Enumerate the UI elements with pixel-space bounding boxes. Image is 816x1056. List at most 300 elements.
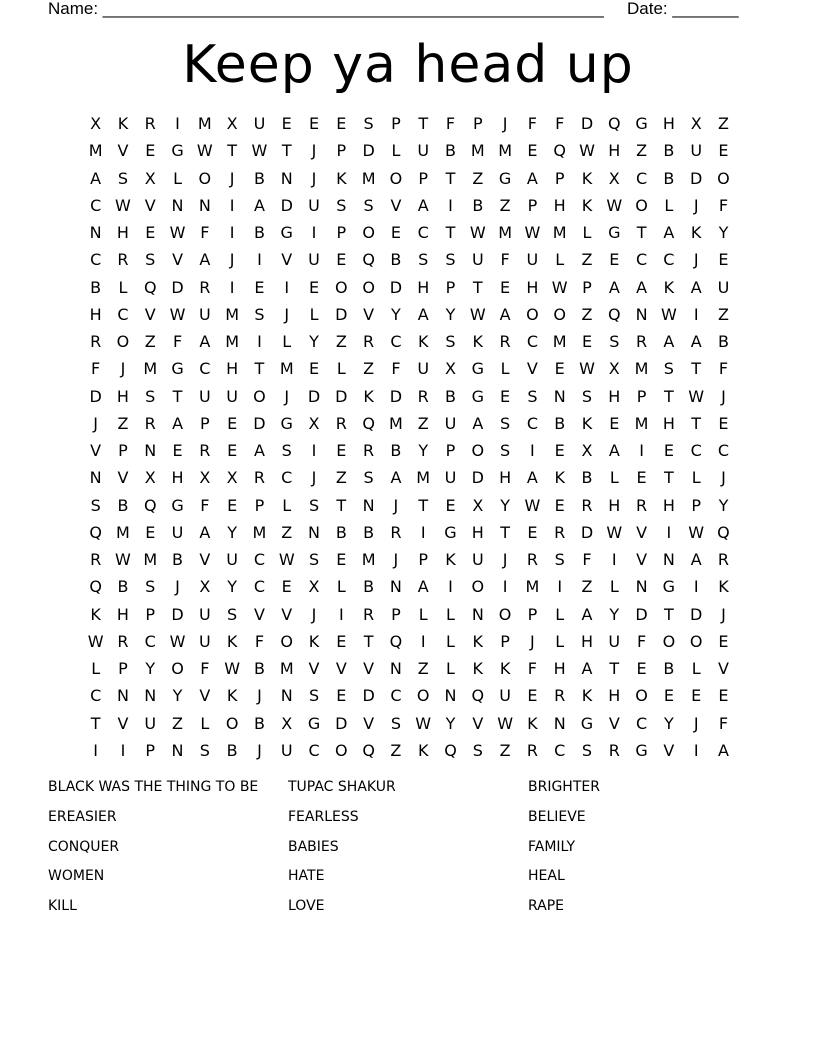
- grid-letter: P: [527, 195, 538, 215]
- grid-letter: X: [308, 413, 320, 433]
- grid-letter: P: [418, 168, 429, 188]
- grid-letter: F: [718, 713, 729, 733]
- grid-letter: C: [390, 686, 402, 706]
- grid-letter: U: [280, 740, 293, 760]
- grid-letter: U: [608, 631, 621, 651]
- grid-letter: M: [634, 359, 649, 379]
- grid-letter: S: [500, 441, 511, 460]
- grid-letter: G: [171, 359, 184, 379]
- grid-letter: S: [145, 577, 156, 597]
- grid-letter: E: [281, 577, 292, 597]
- grid-letter: N: [280, 686, 293, 706]
- word-list-item: LOVE: [288, 898, 325, 915]
- grid-letter: Q: [143, 277, 157, 297]
- grid-letter: F: [582, 550, 592, 569]
- grid-letter: H: [499, 468, 512, 488]
- grid-letter: I: [693, 740, 699, 760]
- grid-letter: E: [527, 522, 538, 542]
- grid-letter: U: [198, 386, 211, 406]
- grid-letter: E: [663, 441, 674, 460]
- grid-letter: M: [279, 659, 294, 678]
- grid-letter: M: [143, 550, 158, 569]
- grid-letter: B: [663, 168, 675, 188]
- grid-letter: P: [500, 631, 510, 651]
- grid-letter: G: [307, 713, 321, 733]
- grid-letter: P: [472, 114, 483, 133]
- grid-letter: T: [445, 168, 456, 188]
- grid-letter: Z: [335, 468, 347, 488]
- grid-letter: C: [253, 577, 266, 597]
- grid-letter: G: [498, 168, 512, 188]
- grid-letter: Z: [417, 659, 429, 678]
- grid-letter: X: [199, 468, 211, 488]
- grid-letter: J: [530, 631, 535, 651]
- grid-letter: T: [254, 359, 265, 379]
- word-list-item: HEAL: [528, 868, 565, 885]
- grid-letter: L: [582, 223, 592, 242]
- grid-letter: U: [198, 304, 211, 324]
- grid-letter: J: [175, 577, 180, 597]
- word-list-item: BELIEVE: [528, 808, 586, 825]
- grid-letter: U: [198, 631, 211, 651]
- grid-letter: N: [144, 441, 157, 460]
- grid-letter: L: [691, 468, 701, 488]
- grid-letter: M: [552, 223, 567, 242]
- grid-letter: E: [336, 550, 347, 569]
- grid-letter: E: [281, 114, 292, 133]
- grid-letter: T: [445, 223, 456, 242]
- grid-letter: R: [144, 114, 156, 133]
- grid-letter: L: [664, 195, 674, 215]
- grid-letter: P: [118, 441, 128, 460]
- grid-letter: C: [90, 250, 102, 270]
- grid-letter: K: [472, 332, 484, 351]
- grid-letter: O: [389, 168, 403, 188]
- grid-letter: D: [253, 413, 266, 433]
- grid-letter: A: [253, 195, 265, 215]
- grid-letter: S: [445, 250, 456, 270]
- grid-letter: K: [308, 631, 320, 651]
- grid-letter: N: [662, 550, 675, 569]
- grid-letter: W: [524, 223, 541, 242]
- grid-letter: S: [145, 250, 156, 270]
- grid-letter: K: [363, 386, 374, 406]
- grid-letter: A: [690, 332, 702, 351]
- grid-letter: E: [227, 413, 238, 433]
- grid-letter: L: [555, 250, 565, 270]
- grid-letter: G: [635, 114, 648, 133]
- grid-letter: E: [554, 495, 565, 515]
- grid-letter: F: [500, 250, 510, 270]
- grid-letter: F: [200, 495, 210, 515]
- grid-letter: S: [663, 359, 674, 379]
- grid-letter: R: [499, 332, 511, 351]
- grid-letter: Z: [717, 304, 729, 324]
- grid-letter: Z: [363, 359, 375, 379]
- grid-letter: V: [117, 468, 129, 488]
- grid-letter: T: [472, 277, 483, 297]
- grid-letter: P: [527, 604, 538, 624]
- grid-letter: R: [144, 413, 156, 433]
- grid-letter: F: [200, 659, 210, 678]
- grid-letter: E: [336, 631, 347, 651]
- grid-letter: V: [90, 441, 102, 460]
- grid-letter: F: [391, 359, 401, 379]
- grid-letter: W: [579, 359, 595, 379]
- grid-letter: C: [526, 332, 538, 351]
- grid-letter: V: [663, 740, 675, 760]
- grid-letter: R: [363, 332, 375, 351]
- grid-letter: E: [172, 441, 183, 460]
- word-list-item: BABIES: [288, 838, 339, 855]
- grid-letter: I: [175, 114, 180, 133]
- grid-letter: P: [691, 495, 701, 515]
- grid-letter: Q: [143, 495, 157, 515]
- grid-letter: Y: [145, 659, 156, 678]
- word-list-item: BRIGHTER: [528, 779, 600, 795]
- grid-letter: T: [336, 495, 347, 515]
- grid-letter: D: [171, 604, 184, 624]
- grid-letter: O: [471, 577, 485, 597]
- grid-letter: O: [253, 386, 266, 406]
- grid-letter: A: [199, 332, 211, 351]
- grid-letter: D: [280, 195, 293, 215]
- grid-letter: E: [336, 250, 347, 270]
- grid-letter: W: [469, 304, 486, 324]
- grid-letter: J: [693, 195, 699, 215]
- grid-letter: D: [362, 141, 375, 161]
- grid-letter: U: [144, 713, 157, 733]
- grid-letter: C: [144, 631, 156, 651]
- grid-letter: V: [390, 195, 402, 215]
- grid-letter: Q: [607, 114, 621, 133]
- grid-letter: P: [145, 740, 156, 760]
- grid-letter: G: [471, 386, 484, 406]
- grid-letter: I: [530, 441, 535, 460]
- grid-letter: I: [420, 631, 426, 651]
- word-list-item: EREASIER: [48, 808, 117, 825]
- grid-letter: R: [199, 277, 211, 297]
- grid-letter: O: [471, 441, 485, 460]
- grid-letter: S: [418, 250, 429, 270]
- grid-letter: D: [307, 386, 321, 406]
- grid-letter: K: [581, 686, 593, 706]
- grid-letter: U: [526, 250, 539, 270]
- grid-letter: D: [389, 386, 403, 406]
- grid-letter: N: [389, 659, 402, 678]
- grid-letter: D: [635, 604, 648, 624]
- grid-letter: E: [227, 495, 238, 515]
- grid-letter: H: [580, 631, 593, 651]
- grid-letter: V: [472, 713, 484, 733]
- grid-letter: E: [609, 250, 620, 270]
- grid-letter: B: [253, 223, 265, 242]
- grid-letter: Z: [117, 413, 129, 433]
- grid-letter: J: [311, 168, 317, 188]
- grid-letter: B: [663, 659, 675, 678]
- grid-letter: J: [311, 468, 317, 488]
- grid-letter: P: [445, 277, 456, 297]
- grid-letter: D: [389, 277, 403, 297]
- grid-letter: W: [606, 195, 623, 215]
- grid-letter: W: [278, 550, 295, 569]
- grid-letter: P: [118, 659, 128, 678]
- grid-letter: G: [171, 495, 184, 515]
- grid-letter: V: [199, 550, 211, 569]
- grid-letter: Y: [418, 441, 429, 460]
- grid-letter: S: [145, 386, 156, 406]
- grid-letter: Q: [362, 413, 375, 433]
- grid-letter: V: [363, 659, 375, 678]
- grid-letter: F: [254, 631, 265, 651]
- grid-letter: O: [362, 223, 375, 242]
- grid-letter: V: [117, 141, 129, 161]
- grid-letter: K: [226, 631, 238, 651]
- grid-letter: R: [636, 332, 648, 351]
- grid-letter: L: [336, 359, 346, 379]
- grid-letter: U: [690, 141, 703, 161]
- grid-letter: K: [226, 686, 238, 706]
- grid-letter: S: [363, 114, 374, 133]
- grid-letter: R: [554, 522, 566, 542]
- grid-letter: D: [471, 468, 484, 488]
- grid-letter: P: [336, 141, 347, 161]
- grid-letter: W: [169, 223, 186, 242]
- grid-letter: H: [116, 604, 129, 624]
- grid-letter: S: [609, 332, 620, 351]
- grid-letter: H: [171, 468, 184, 488]
- grid-letter: I: [229, 195, 235, 215]
- grid-letter: M: [143, 359, 158, 379]
- grid-letter: Z: [636, 141, 648, 161]
- grid-letter: I: [338, 604, 344, 624]
- grid-letter: O: [498, 604, 512, 624]
- grid-letter: R: [717, 550, 730, 569]
- grid-letter: Z: [335, 332, 347, 351]
- grid-letter: U: [471, 250, 484, 270]
- grid-letter: Z: [499, 195, 511, 215]
- grid-letter: V: [335, 659, 347, 678]
- grid-letter: J: [502, 114, 508, 133]
- grid-letter: S: [445, 332, 456, 351]
- grid-letter: X: [144, 468, 156, 488]
- grid-letter: Q: [89, 577, 102, 597]
- grid-letter: V: [363, 713, 375, 733]
- grid-letter: F: [172, 332, 183, 351]
- grid-letter: B: [226, 740, 238, 760]
- grid-letter: I: [448, 577, 453, 597]
- grid-letter: W: [688, 522, 705, 542]
- grid-letter: A: [390, 468, 402, 488]
- grid-letter: C: [690, 441, 702, 460]
- grid-letter: D: [335, 386, 348, 406]
- grid-letter: W: [469, 223, 486, 242]
- grid-letter: C: [526, 413, 538, 433]
- grid-letter: O: [416, 686, 430, 706]
- grid-letter: A: [526, 168, 538, 188]
- grid-letter: K: [417, 740, 429, 760]
- grid-letter: Q: [607, 304, 621, 324]
- grid-letter: U: [226, 550, 238, 569]
- grid-letter: E: [308, 114, 320, 133]
- grid-letter: P: [200, 413, 210, 433]
- grid-letter: R: [363, 604, 375, 624]
- grid-letter: J: [257, 686, 262, 706]
- grid-letter: O: [335, 277, 348, 297]
- grid-letter: Y: [445, 713, 456, 733]
- grid-letter: M: [361, 168, 376, 188]
- grid-letter: A: [663, 223, 675, 242]
- date-field-label: Date: _______: [627, 0, 739, 18]
- grid-letter: A: [199, 522, 211, 542]
- grid-letter: M: [634, 413, 649, 433]
- grid-letter: K: [417, 332, 429, 351]
- grid-letter: V: [281, 604, 293, 624]
- grid-letter: E: [145, 522, 156, 542]
- grid-letter: Y: [227, 522, 238, 542]
- grid-letter: G: [171, 141, 184, 161]
- grid-letter: V: [363, 304, 375, 324]
- grid-letter: J: [721, 468, 726, 488]
- grid-letter: W: [169, 631, 186, 651]
- grid-letter: V: [144, 195, 156, 215]
- grid-letter: D: [335, 304, 348, 324]
- grid-letter: T: [609, 659, 620, 678]
- grid-letter: R: [390, 522, 402, 542]
- grid-letter: P: [554, 168, 565, 188]
- grid-letter: K: [527, 713, 538, 733]
- word-list-item: RAPE: [528, 898, 565, 915]
- grid-letter: B: [117, 495, 129, 515]
- grid-letter: A: [581, 604, 593, 624]
- grid-letter: M: [225, 304, 240, 324]
- grid-letter: S: [500, 413, 511, 433]
- grid-letter: T: [691, 359, 702, 379]
- grid-letter: Z: [144, 332, 156, 351]
- grid-letter: O: [635, 686, 648, 706]
- grid-letter: E: [336, 114, 347, 133]
- grid-letter: C: [253, 550, 266, 569]
- grid-letter: Z: [499, 740, 511, 760]
- word-list-item: CONQUER: [48, 838, 120, 855]
- grid-letter: Z: [390, 740, 402, 760]
- grid-letter: Q: [553, 141, 566, 161]
- grid-letter: E: [636, 468, 647, 488]
- word-list-item: BLACK WAS THE THING TO BE: [48, 779, 259, 795]
- grid-letter: N: [444, 686, 457, 706]
- grid-letter: N: [171, 195, 184, 215]
- grid-letter: M: [225, 332, 240, 351]
- grid-letter: W: [224, 659, 241, 678]
- grid-letter: E: [527, 686, 538, 706]
- grid-letter: F: [636, 631, 647, 651]
- grid-letter: B: [363, 577, 375, 597]
- grid-letter: R: [554, 686, 566, 706]
- grid-letter: L: [555, 604, 565, 624]
- grid-letter: J: [393, 495, 399, 515]
- grid-letter: B: [90, 277, 102, 297]
- grid-letter: R: [363, 441, 375, 460]
- grid-letter: C: [308, 740, 320, 760]
- grid-letter: M: [389, 413, 403, 433]
- grid-letter: E: [718, 413, 729, 433]
- grid-letter: C: [117, 304, 129, 324]
- grid-letter: N: [553, 386, 566, 406]
- grid-letter: H: [526, 277, 539, 297]
- grid-letter: E: [336, 441, 347, 460]
- grid-letter: I: [284, 277, 290, 297]
- grid-letter: H: [608, 386, 621, 406]
- grid-letter: G: [280, 413, 293, 433]
- grid-letter: V: [636, 550, 648, 569]
- grid-letter: W: [87, 631, 104, 651]
- grid-letter: L: [336, 577, 346, 597]
- grid-letter: Z: [472, 168, 484, 188]
- grid-letter: G: [608, 223, 621, 242]
- grid-letter: P: [636, 386, 647, 406]
- grid-letter: T: [418, 495, 429, 515]
- grid-letter: X: [608, 359, 620, 379]
- grid-letter: F: [200, 223, 210, 242]
- grid-letter: A: [499, 304, 511, 324]
- grid-letter: N: [389, 577, 402, 597]
- grid-letter: F: [527, 659, 537, 678]
- grid-letter: W: [606, 522, 623, 542]
- grid-letter: S: [281, 441, 292, 460]
- grid-letter: Y: [718, 495, 729, 515]
- grid-letter: E: [254, 277, 265, 297]
- grid-letter: S: [390, 713, 401, 733]
- grid-letter: D: [690, 604, 703, 624]
- grid-letter: E: [663, 686, 674, 706]
- grid-letter: E: [390, 223, 401, 242]
- grid-letter: M: [416, 468, 431, 488]
- grid-letter: Y: [227, 577, 238, 597]
- grid-letter: O: [635, 195, 648, 215]
- grid-letter: C: [636, 713, 648, 733]
- grid-letter: A: [199, 250, 211, 270]
- grid-letter: A: [417, 195, 429, 215]
- grid-letter: E: [527, 141, 538, 161]
- grid-letter: K: [117, 114, 129, 133]
- grid-letter: V: [281, 250, 293, 270]
- grid-letter: J: [393, 550, 399, 569]
- grid-letter: S: [254, 304, 265, 324]
- grid-letter: J: [721, 386, 726, 406]
- grid-letter: L: [418, 604, 428, 624]
- grid-letter: O: [198, 168, 212, 188]
- grid-letter: R: [417, 386, 429, 406]
- grid-letter: B: [554, 413, 566, 433]
- grid-letter: E: [554, 359, 565, 379]
- grid-letter: N: [89, 223, 102, 242]
- word-list-item: FAMILY: [528, 838, 576, 855]
- grid-letter: P: [418, 550, 429, 569]
- grid-letter: A: [90, 168, 102, 188]
- grid-letter: I: [120, 740, 126, 760]
- grid-letter: D: [580, 114, 594, 133]
- grid-letter: J: [311, 604, 317, 624]
- grid-letter: N: [116, 686, 129, 706]
- grid-letter: I: [257, 332, 262, 351]
- grid-letter: H: [417, 277, 430, 297]
- grid-letter: B: [363, 522, 375, 542]
- grid-letter: M: [116, 522, 130, 542]
- grid-letter: I: [311, 441, 317, 460]
- grid-letter: Y: [718, 223, 729, 242]
- word-list-item: KILL: [48, 898, 77, 915]
- grid-letter: M: [197, 114, 212, 133]
